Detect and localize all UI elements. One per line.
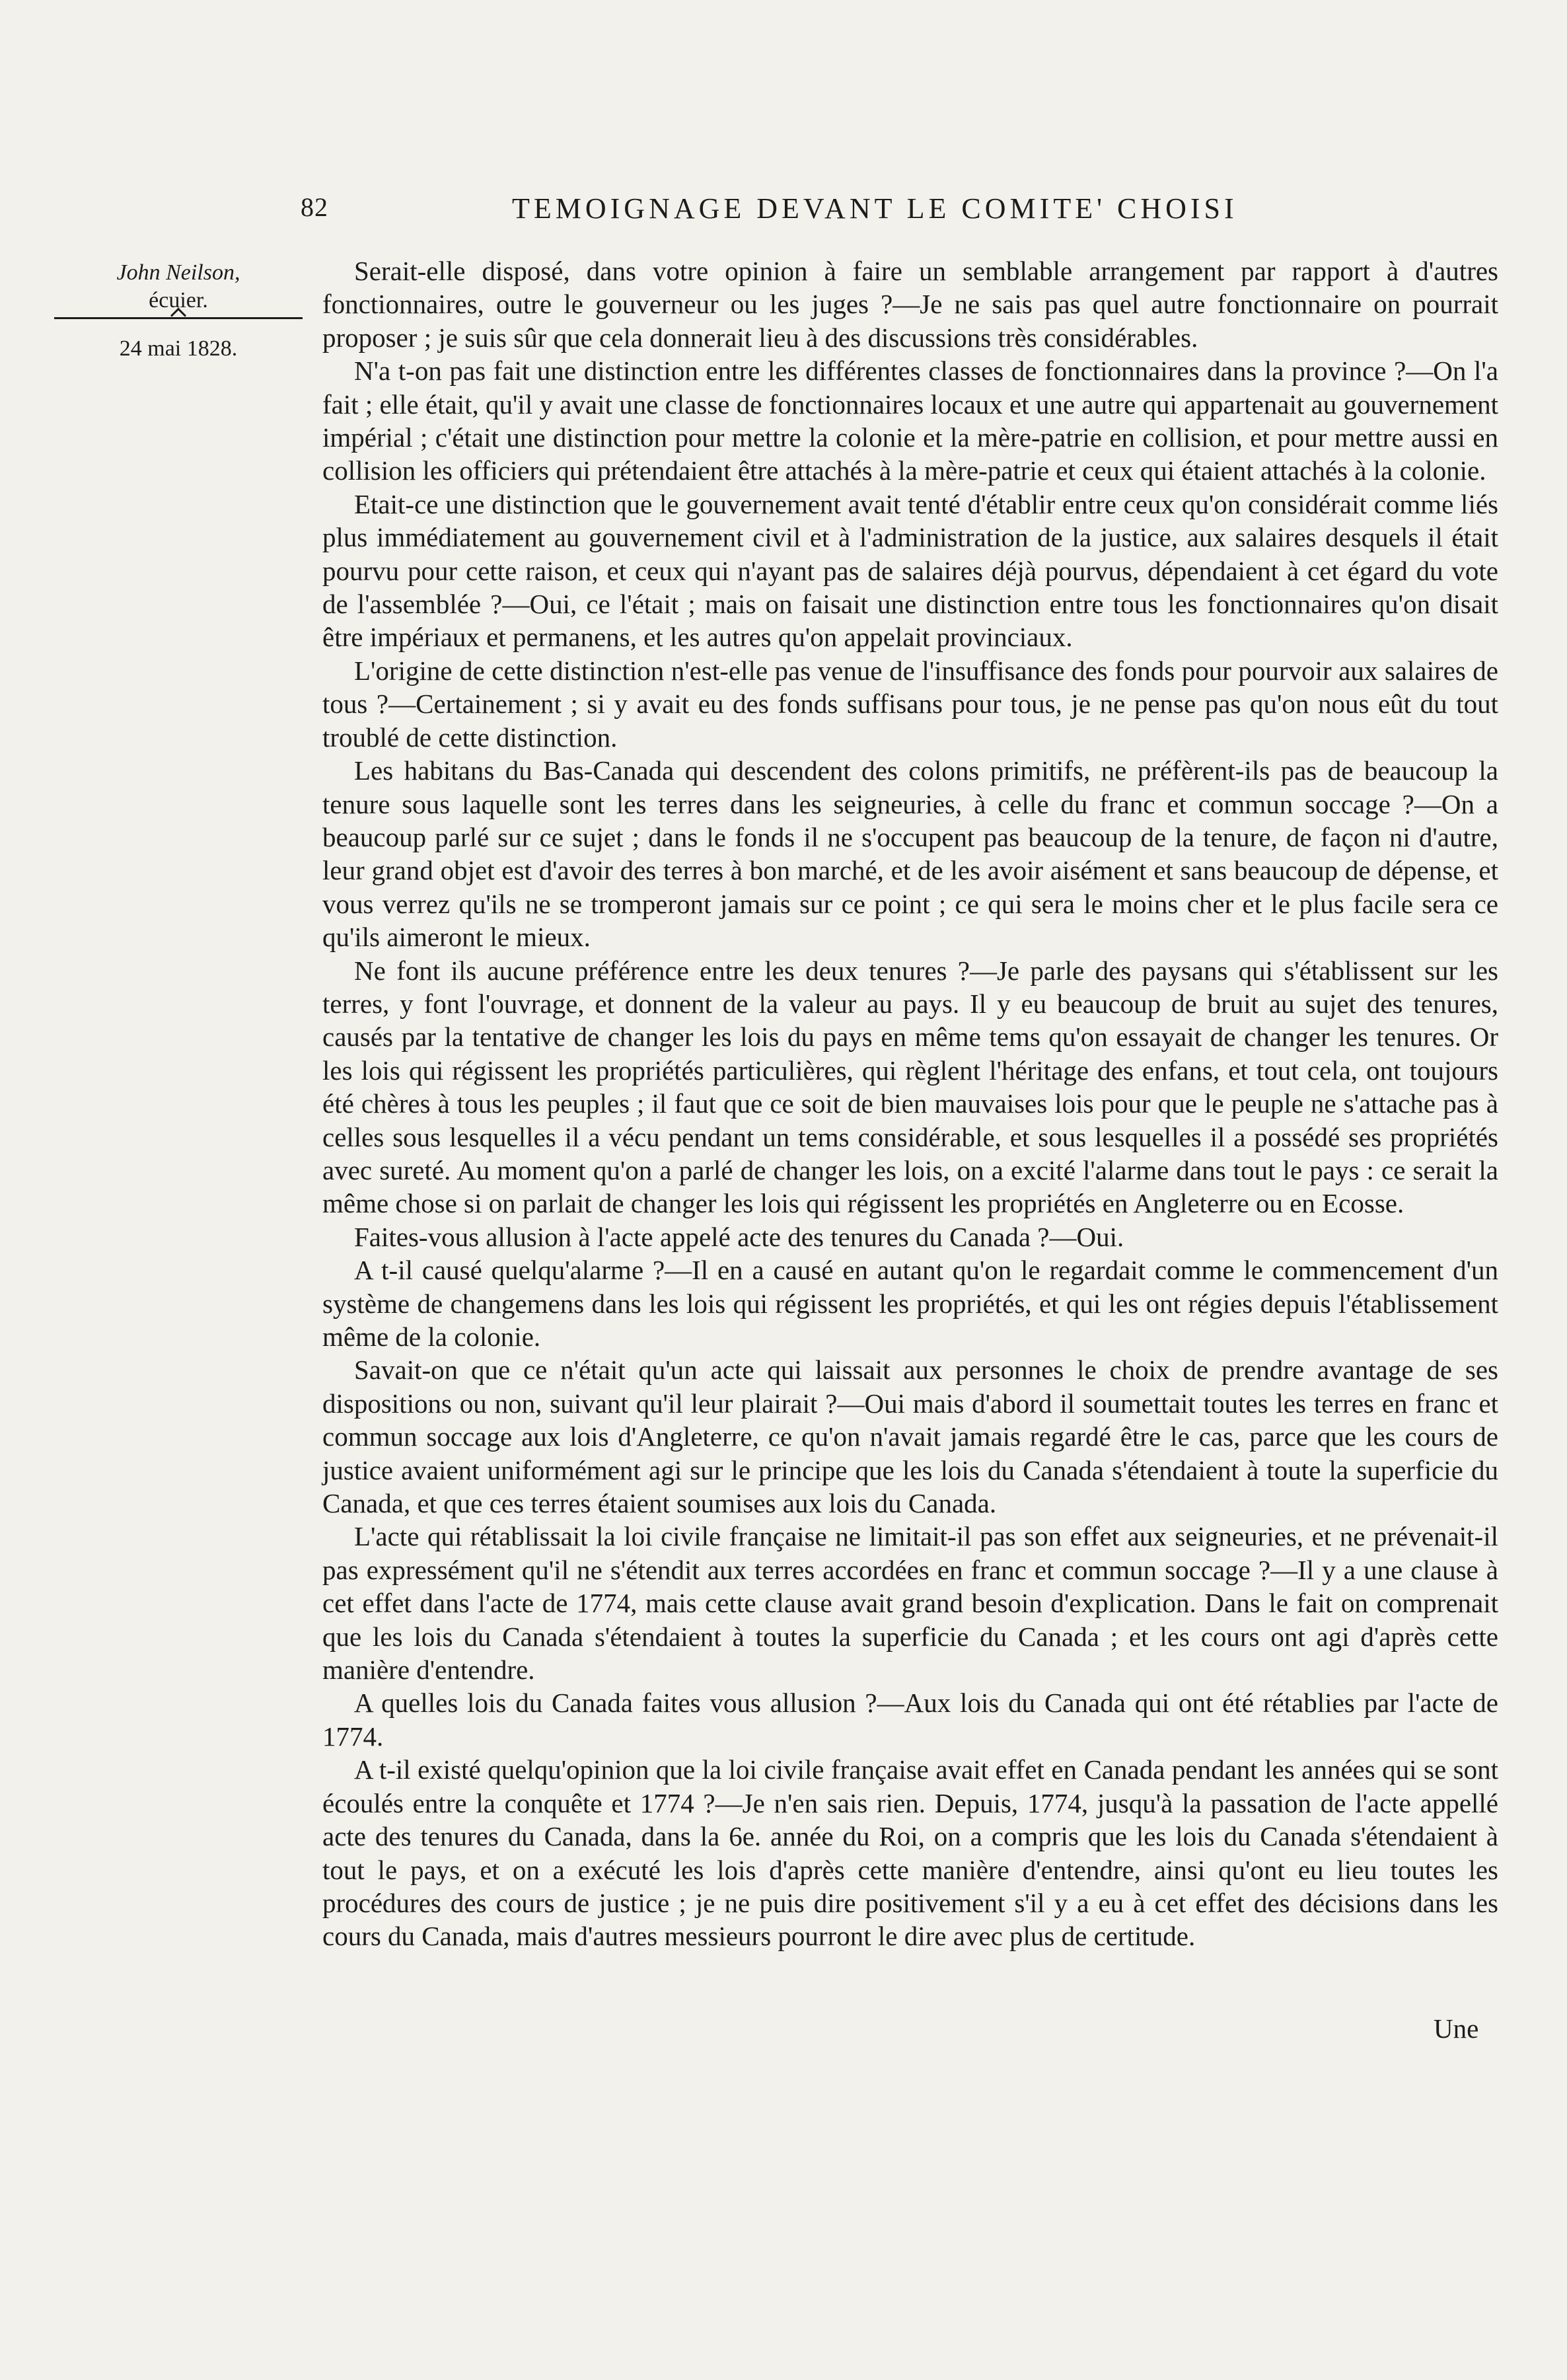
paragraph: Faites-vous allusion à l'acte appelé acte des tenures du Canada ?—Oui.: [354, 1221, 1124, 1252]
paragraph: L'origine de cette distinction n'est-elle pas venue de l'insuffisance des fonds pour pourvoir aux salaires de tous ?—Certainement ; si y avait eu des fonds suffisans pour tous, je ne pense pas qu'on nous eût du tout troublé de cette distinction.: [322, 655, 1498, 753]
margin-note: [46, 259, 310, 363]
paragraph: A t-il existé quelqu'opinion que la loi civile française avait effet en Canada pendant les années qui se sont écoulés entre la conquête et 1774 ?—Je n'en sais rien. Depuis, 1774, jusqu'à la passation de l'acte appellé acte des tenures du Canada, dans la 6e. année du Roi, on a compris que les lois du Canada s'étendaient à tout le pays, et on a exécuté les lois d'après cette manière d'entendre, ainsi qu'ont eu lieu toutes les procédures des cours de justice ; je ne puis dire positivement s'il y a eu à cet effet des décisions dans les cours du Canada, mais d'autres messieurs pourront le dire avec plus de certitude.: [322, 1754, 1498, 1952]
paragraph: Savait-on que ce n'était qu'un acte qui laissait aux personnes le choix de prendre avantage de ses dispositions ou non, suivant qu'il leur plairait ?—Oui mais d'abord il soumettait toutes les terres en franc et commun soccage aux lois d'Angleterre, ce qu'on n'avait jamais regardé être le cas, parce que les cours de justice avaient uniformément agi sur le principe que les lois du Canada s'étendaient à toute la superficie du Canada, et que ces terres étaient soumises aux lois du Canada.: [322, 1355, 1498, 1519]
running-title: TEMOIGNAGE DEVANT LE COMITE' CHOISI: [512, 192, 1238, 225]
paragraph: L'acte qui rétablissait la loi civile française ne limitait-il pas son effet aux seigneuries, et ne prévenait-il pas expressément qu'il ne s'étendit aux terres accordées en franc et commun soccage ?—Il y a une clause à cet effet dans l'acte de 1774, mais cette clause avait grand besoin d'explication. Dans le fait on comprenait que les lois du Canada s'étendaient à toutes la superficie du Canada ; et les cours ont agi d'après cette manière d'entendre.: [322, 1521, 1498, 1686]
testimony-body: [322, 254, 1498, 1953]
page-header: [301, 192, 1496, 231]
catchword: Une: [1434, 2013, 1479, 2044]
brace-divider: [54, 317, 303, 332]
paragraph: Serait-elle disposé, dans votre opinion à faire un semblable arrangement par rapport à d'autres fonctionnaires, outre le gouverneur ou les juges ?—Je ne sais pas quel autre fonctionnaire on pourrait proposer ; je suis sûr que cela donnerait lieu à des discussions très considérables.: [322, 256, 1498, 353]
paragraph: Ne font ils aucune préférence entre les deux tenures ?—Je parle des paysans qui s'établissent sur les terres, y font l'ouvrage, et donnent de la valeur au pays. Il y eu beaucoup de bruit au sujet des tenures, causés par la tentative de changer les lois du pays en même tems qu'on essayait de changer les tenures. Or les lois qui régissent les propriétés particulières, qui règlent l'héritage des enfans, et tout cela, ont toujours été chères à tous les peuples ; il faut que ce soit de bien mauvaises lois pour que le peuple ne s'attache pas à celles sous lesquelles il a vécu pendant un tems considérable, et sous lesquelles il a possédé ses propriétés avec sureté. Au moment qu'on a parlé de changer les lois, on a excité l'alarme dans tout le pays : ce serait la même chose si on parlait de changer les lois qui régissent les propriétés en Angleterre ou en Ecosse.: [322, 955, 1498, 1219]
page-number: 82: [301, 192, 328, 222]
witness-title: écuier.: [149, 288, 208, 313]
paragraph: A t-il causé quelqu'alarme ?—Il en a causé en autant qu'on le regardait comme le commencement d'un système de changemens dans les lois qui régissent les propriétés, et qui les ont régies depuis l'établissement même de la colonie.: [322, 1255, 1498, 1352]
testimony-date: 24 mai 1828.: [119, 336, 238, 361]
paragraph: N'a t-on pas fait une distinction entre les différentes classes de fonctionnaires dans la province ?—On l'a fait ; elle était, qu'il y avait une classe de fonctionnaires locaux et une autre qui appartenait au gouvernement impérial ; c'était une distinction pour mettre la colonie et la mère-patrie en collision, et pour mettre aussi en collision les officiers qui prétendaient être attachés à la mère-patrie et ceux qui étaient attachés à la colonie.: [322, 355, 1498, 486]
paragraph: Les habitans du Bas-Canada qui descendent des colons primitifs, ne préfèrent-ils pas de beaucoup la tenure sous laquelle sont les terres dans les seigneuries, à celle du franc et commun soccage ?—On a beaucoup parlé sur ce sujet ; dans le fonds il ne s'occupent pas beaucoup de la tenure, de façon ni d'autre, leur grand objet est d'avoir des terres à bon marché, et de les avoir aisément et sans beaucoup de dépense, et vous verrez qu'ils ne se tromperont jamais sur ce point ; ce qui sera le moins cher et le plus facile sera ce qu'ils aimeront le mieux.: [322, 755, 1498, 953]
witness-name: John Neilson,: [116, 260, 240, 285]
paragraph: Etait-ce une distinction que le gouvernement avait tenté d'établir entre ceux qu'on considérait comme liés plus immédiatement au gouvernement civil et à l'administration de la justice, aux salaires desquels il était pourvu pour cette raison, et ceux qui n'ayant pas de salaires déjà pourvus, dépendaient à cet égard du vote de l'assemblée ?—Oui, ce l'était ; mais on faisait une distinction entre tous les fonctionnaires qu'on disait être impériaux et permanens, et les autres qu'on appelait provinciaux.: [322, 488, 1498, 653]
paragraph: A quelles lois du Canada faites vous allusion ?—Aux lois du Canada qui ont été rétablies par l'acte de 1774.: [322, 1688, 1498, 1752]
